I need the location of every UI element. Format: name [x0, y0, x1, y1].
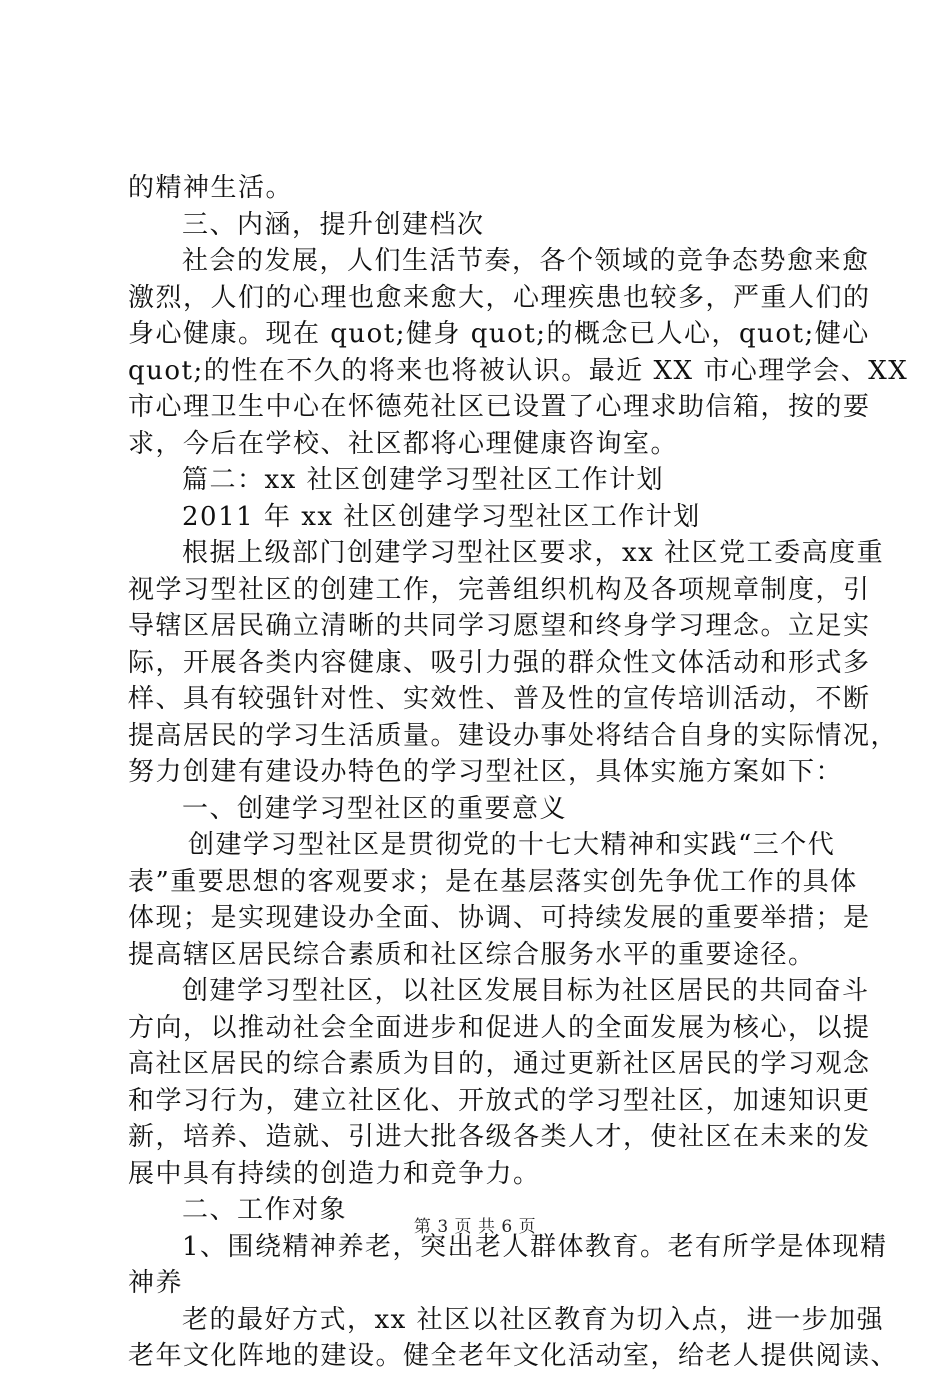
text-line: 社会的发展，人们生活节奏，各个领域的竞争态势愈来愈 — [182, 246, 870, 276]
text-line: 体现；是实现建设办全面、协调、可持续发展的重要举措；是 — [128, 903, 871, 933]
text-line: 导辖区居民确立清晰的共同学习愿望和终身学习理念。立足实 — [128, 611, 871, 641]
text-line: 视学习型社区的创建工作，完善组织机构及各项规章制度，引 — [128, 574, 871, 605]
text-line: 努力创建有建设办特色的学习型社区，具体实施方案如下： — [128, 757, 844, 787]
text-line: 创建学习型社区，以社区发展目标为社区居民的共同奋斗 — [182, 976, 870, 1006]
text-line: 身心健康。现在 quot;健身 quot;的概念已人心，quot;健心 — [128, 319, 870, 349]
document-title: 2011 年 xx 社区创建学习型社区工作计划 — [182, 501, 701, 532]
text-line: 提高辖区居民综合素质和社区综合服务水平的重要途径。 — [128, 939, 816, 970]
text-line: 的精神生活。 — [128, 173, 294, 203]
text-line: 高社区居民的综合素质为目的，通过更新社区居民的学习观念 — [128, 1049, 871, 1079]
text-line: 市心理卫生中心在怀德苑社区已设置了心理求助信箱，按的要 — [128, 392, 871, 422]
text-line: 展中具有持续的创造力和竞争力。 — [128, 1158, 541, 1189]
section-heading: 一、创建学习型社区的重要意义 — [182, 793, 568, 824]
document-body — [128, 170, 909, 1375]
text-line: 激烈，人们的心理也愈来愈大，心理疾患也较多，严重人们的 — [128, 282, 871, 313]
text-line: 新，培养、造就、引进大批各级各类人才，使社区在未来的发 — [128, 1122, 871, 1152]
text-line: 根据上级部门创建学习型社区要求，xx 社区党工委高度重 — [182, 538, 885, 568]
section-heading: 二、工作对象 — [182, 1195, 348, 1225]
text-line: 和学习行为，建立社区化、开放式的学习型社区，加速知识更 — [128, 1085, 871, 1116]
page-number-footer: 第 3 页 共 6 页 — [413, 1217, 537, 1237]
section-heading: 三、内涵，提升创建档次 — [182, 209, 485, 240]
text-line: 神养 — [128, 1268, 184, 1298]
text-line: 求，今后在学校、社区都将心理健康咨询室。 — [128, 428, 679, 459]
text-line: 老年文化阵地的建设。健全老年文化活动室，给老人提供阅读、 — [128, 1341, 899, 1371]
text-line: 样、具有较强针对性、实效性、普及性的宣传培训活动，不断 — [128, 684, 871, 714]
text-line: 方向，以推动社会全面进步和促进人的全面发展为核心，以提 — [128, 1012, 871, 1043]
chapter-heading: 篇二：xx 社区创建学习型社区工作计划 — [182, 465, 665, 495]
text-line: 提高居民的学习生活质量。建设办事处将结合自身的实际情况， — [128, 720, 899, 751]
text-line: 际，开展各类内容健康、吸引力强的群众性文体活动和形式多 — [128, 647, 871, 678]
text-line: 表”重要思想的客观要求；是在基层落实创先争优工作的具体 — [128, 866, 858, 897]
text-line: quot;的性在不久的将来也将被认识。最近 XX 市心理学会、XX — [128, 355, 909, 386]
text-line: 1、围绕精神养老，突出老人群体教育。老有所学是体现精 — [182, 1231, 888, 1262]
text-line: 创建学习型社区是贯彻党的十七大精神和实践“三个代 — [188, 830, 836, 860]
text-line: 老的最好方式，xx 社区以社区教育为切入点，进一步加强 — [182, 1304, 885, 1335]
